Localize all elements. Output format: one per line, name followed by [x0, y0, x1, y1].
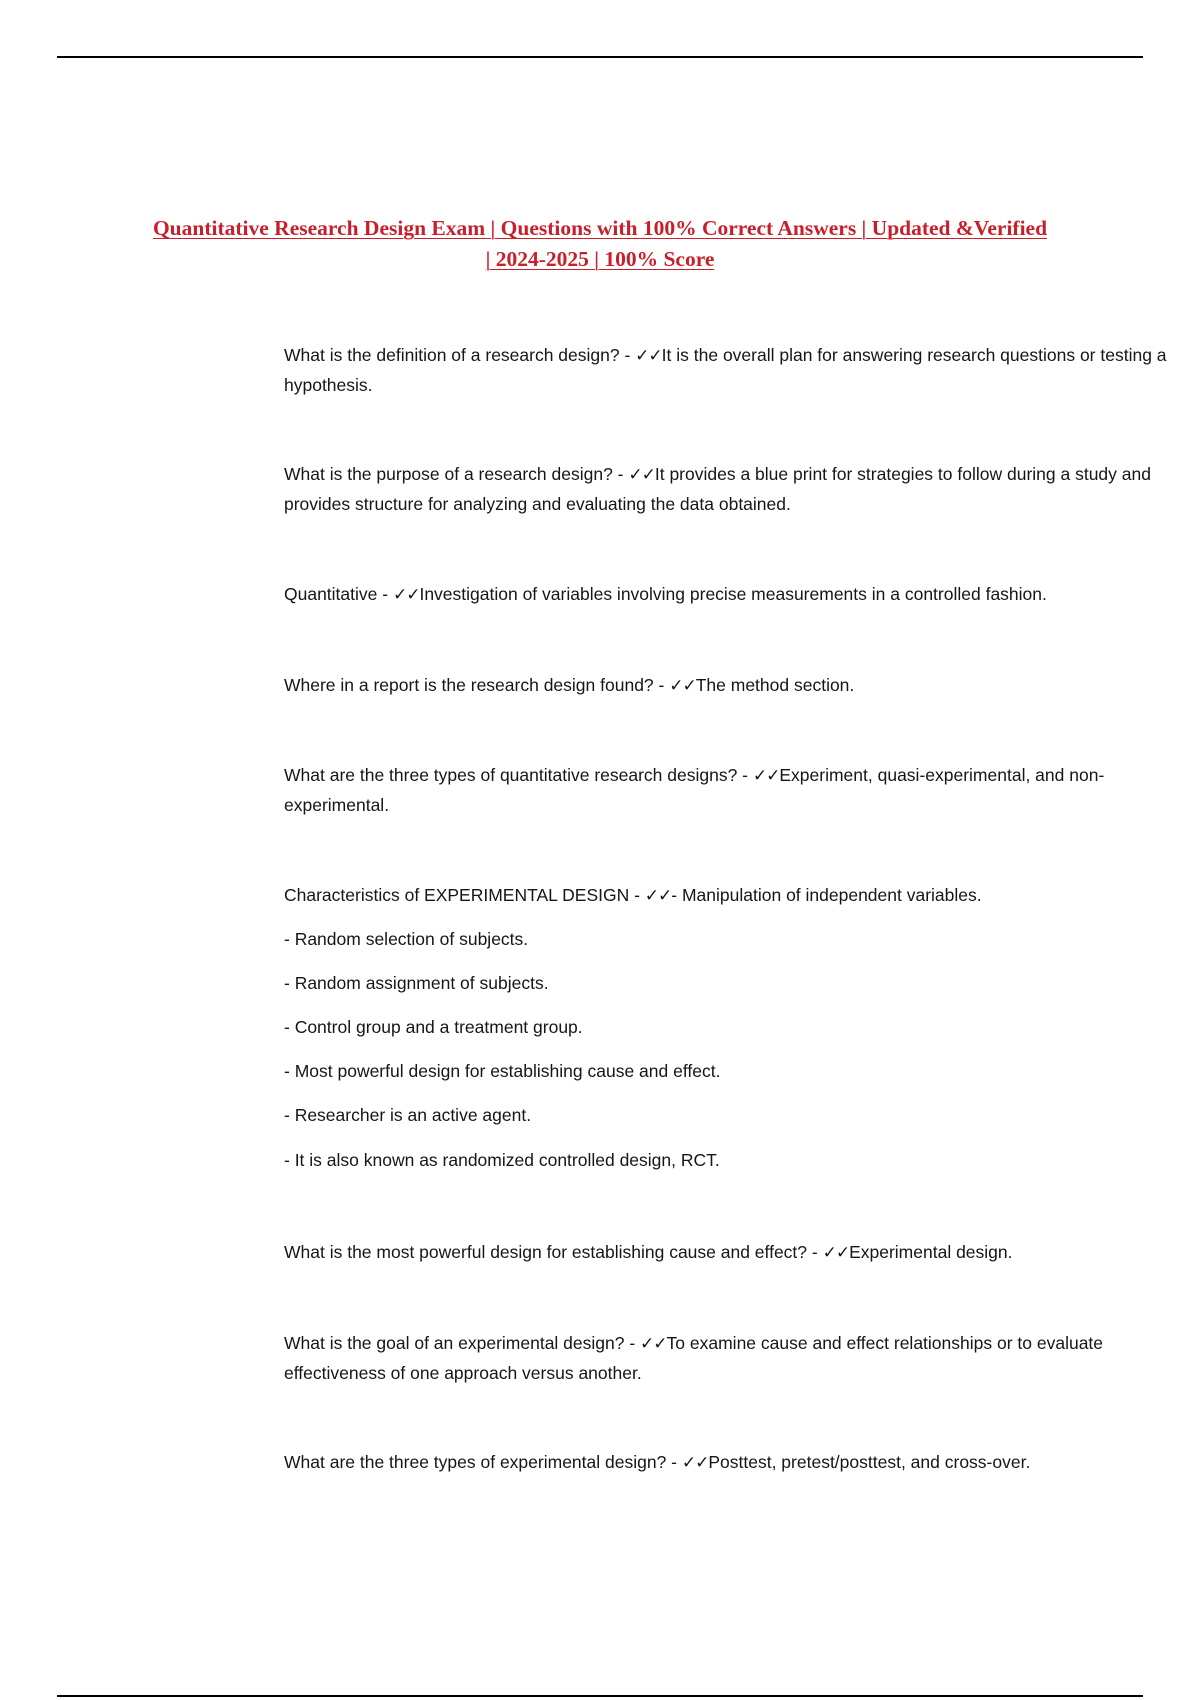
answer-text: To examine cause and effect relationships or to evaluate effectiveness of one approach versus another. [284, 1333, 1104, 1383]
double-check-icon: ✓✓ [392, 585, 420, 605]
qa-item [284, 1329, 1200, 1388]
question-text: Characteristics of EXPERIMENTAL DESIGN - [284, 885, 645, 905]
question-text: Quantitative - [284, 584, 393, 604]
answer-text: It provides a blue print for strategies to follow during a study and provides structure for analyzing and evaluating the data obtained. [284, 464, 1151, 514]
double-check-icon: ✓✓ [752, 766, 780, 786]
question-text: What are the three types of experimental design? - [284, 1452, 682, 1472]
qa-item [284, 761, 1200, 820]
qa-item [284, 341, 1200, 400]
answer-text: - Manipulation of independent variables. [671, 885, 982, 905]
answer-text: Posttest, pretest/posttest, and cross-over. [708, 1452, 1031, 1472]
question-text: Where in a report is the research design found? - [284, 675, 670, 695]
answer-text: It is the overall plan for answering research questions or testing a hypothesis. [284, 345, 1167, 395]
qa-item [284, 580, 1200, 610]
question-text: What is the purpose of a research design? - [284, 464, 629, 484]
qa-item [284, 1238, 1200, 1268]
bottom-rule [57, 1695, 1143, 1697]
answer-text: The method section. [695, 675, 855, 695]
qa-item [284, 881, 1200, 911]
top-rule [57, 56, 1143, 58]
list-item: - Random selection of subjects. [284, 929, 529, 949]
answer-text: Experimental design. [849, 1242, 1013, 1262]
answer-text: Experiment, quasi-experimental, and non-experimental. [284, 765, 1105, 815]
double-check-icon: ✓✓ [681, 1453, 709, 1473]
answer-text: Investigation of variables involving precise measurements in a controlled fashion. [419, 584, 1047, 604]
list-item: - Random assignment of subjects. [284, 973, 549, 993]
qa-item [284, 1448, 1200, 1478]
double-check-icon: ✓✓ [640, 1334, 667, 1354]
double-check-icon: ✓✓ [669, 676, 696, 696]
list-item: - It is also known as randomized controlled design, RCT. [284, 1150, 720, 1170]
double-check-icon: ✓✓ [635, 346, 662, 366]
question-text: What is the goal of an experimental design? - [284, 1333, 641, 1353]
list-item: - Control group and a treatment group. [284, 1017, 583, 1037]
qa-item [284, 671, 1200, 701]
question-text: What is the most powerful design for establishing cause and effect? - [284, 1242, 823, 1262]
list-item: - Researcher is an active agent. [284, 1105, 532, 1125]
double-check-icon: ✓✓ [822, 1243, 850, 1263]
question-text: What are the three types of quantitative research designs? - [284, 765, 753, 785]
document-title: Quantitative Research Design Exam | Questions with 100% Correct Answers | Updated &Verified | 2024-2025 | 100% Score [152, 216, 1048, 271]
double-check-icon: ✓✓ [628, 465, 655, 485]
question-text: What is the definition of a research design? - [284, 345, 636, 365]
list-item: - Most powerful design for establishing cause and effect. [284, 1061, 721, 1081]
double-check-icon: ✓✓ [644, 886, 672, 906]
qa-item [284, 460, 1200, 519]
